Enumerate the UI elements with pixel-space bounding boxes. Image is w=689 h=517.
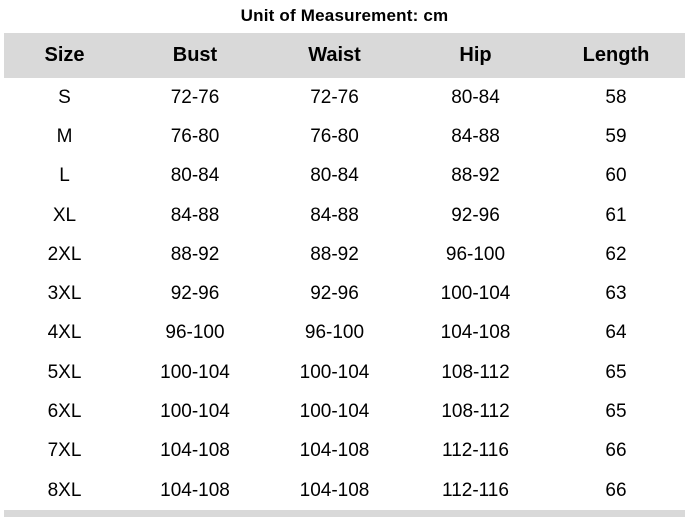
measurement-cell: 66 — [605, 440, 627, 462]
column-header-bust: Bust — [172, 44, 218, 66]
measurement-cell: 65 — [605, 361, 627, 383]
measurement-cell: 108-112 — [441, 361, 510, 383]
size-label-cell: 8XL — [47, 479, 82, 501]
measurement-cell: 76-80 — [170, 125, 220, 147]
measurement-cell: 88-92 — [310, 243, 359, 265]
measurement-cell: 96-100 — [445, 243, 506, 265]
unit-of-measurement-title: Unit of Measurement: cm — [240, 6, 449, 25]
table-row — [4, 353, 685, 392]
measurement-cell: 88-92 — [170, 243, 220, 265]
measurement-cell: 63 — [605, 283, 627, 305]
measurement-cell: 104-108 — [440, 322, 511, 344]
measurement-cell: 112-116 — [442, 479, 509, 501]
measurement-cell: 61 — [605, 204, 627, 226]
measurement-cell: 84-88 — [451, 125, 500, 147]
measurement-cell: 80-84 — [170, 165, 220, 187]
measurement-cell: 72-76 — [310, 86, 359, 108]
measurement-cell: 58 — [605, 86, 627, 108]
measurement-cell: 108-112 — [441, 401, 510, 423]
table-row — [4, 196, 685, 235]
measurement-cell: 112-116 — [442, 440, 509, 462]
measurement-cell: 104-108 — [299, 440, 370, 462]
measurement-cell: 88-92 — [451, 165, 500, 187]
measurement-cell: 66 — [605, 479, 627, 501]
table-row — [4, 274, 685, 313]
measurement-cell: 65 — [605, 401, 627, 423]
size-label-cell: M — [56, 125, 73, 147]
column-header-length: Length — [582, 44, 650, 66]
measurement-cell: 104-108 — [299, 479, 370, 501]
table-row — [4, 117, 685, 156]
measurement-cell: 59 — [605, 125, 627, 147]
measurement-cell: 84-88 — [310, 204, 359, 226]
cutoff-next-section-band — [4, 510, 685, 517]
measurement-cell: 84-88 — [170, 204, 220, 226]
size-label-cell: 6XL — [47, 401, 82, 423]
measurement-cell: 62 — [605, 243, 627, 265]
size-label-cell: 4XL — [47, 322, 82, 344]
size-label-cell: 5XL — [47, 361, 82, 383]
table-row — [4, 157, 685, 196]
size-label-cell: XL — [52, 204, 77, 226]
measurement-cell: 100-104 — [299, 401, 370, 423]
table-header-row — [4, 33, 685, 78]
measurement-cell: 80-84 — [451, 86, 500, 108]
table-row — [4, 235, 685, 274]
measurement-cell: 92-96 — [170, 283, 220, 305]
measurement-cell: 80-84 — [310, 165, 359, 187]
size-label-cell: S — [58, 86, 71, 108]
size-label-cell: 2XL — [47, 243, 82, 265]
column-header-waist: Waist — [308, 44, 361, 66]
measurement-cell: 100-104 — [299, 361, 370, 383]
measurement-cell: 100-104 — [160, 361, 230, 383]
measurement-cell: 104-108 — [160, 440, 230, 462]
table-row — [4, 78, 685, 117]
measurement-cell: 96-100 — [165, 322, 225, 344]
measurement-cell: 92-96 — [310, 283, 359, 305]
measurement-cell: 60 — [605, 165, 627, 187]
table-row — [4, 314, 685, 353]
table-row — [4, 471, 685, 510]
measurement-cell: 96-100 — [304, 322, 365, 344]
column-header-hip: Hip — [459, 44, 492, 66]
size-label-cell: 7XL — [47, 440, 82, 462]
table-body — [4, 78, 685, 510]
measurement-cell: 64 — [605, 322, 627, 344]
size-label-cell: L — [59, 165, 70, 187]
measurement-cell: 72-76 — [170, 86, 220, 108]
column-header-size: Size — [44, 44, 85, 66]
measurement-cell: 92-96 — [451, 204, 500, 226]
measurement-cell: 76-80 — [310, 125, 359, 147]
measurement-cell: 100-104 — [440, 283, 511, 305]
measurement-cell: 104-108 — [160, 479, 230, 501]
size-label-cell: 3XL — [47, 283, 82, 305]
measurement-cell: 100-104 — [160, 401, 230, 423]
table-row — [4, 432, 685, 471]
table-row — [4, 392, 685, 431]
